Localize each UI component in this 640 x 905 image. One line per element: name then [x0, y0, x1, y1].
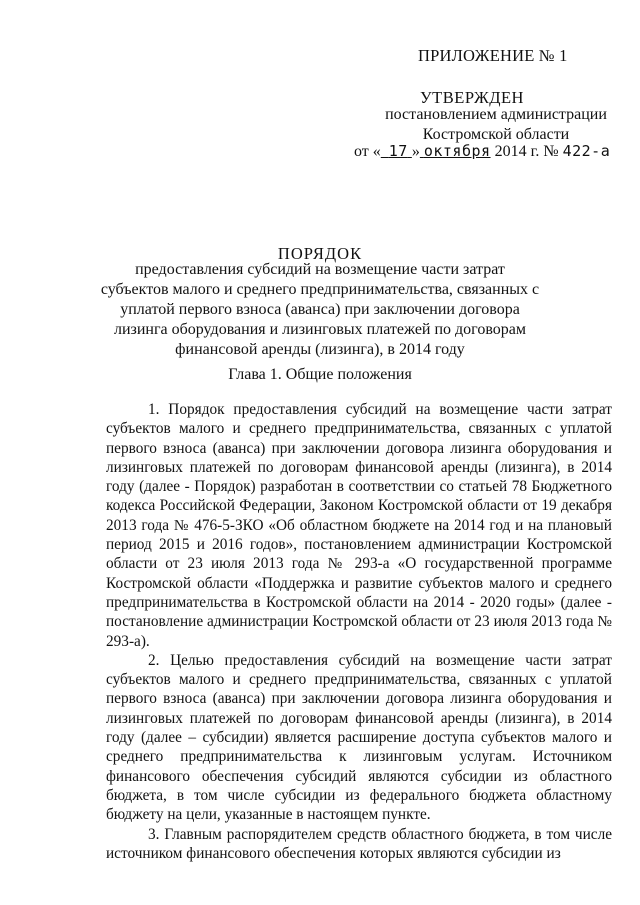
paragraph-2: 2. Целью предоставления субсидий на возмещение части затрат субъектов малого и среднего предпринимательства, связанных с уплатой первого взноса (аванса) при заключении договора лизинга оборудования и лизинговых платежей по договорам финансовой аренды (лизинга), в 2014 году (далее – субсидии) является расширение доступа субъектов малого и среднего предпринимательства к лизинговым услугам. Источником финансового обеспечения субсидий являются субсидии из областного бюджета, в том числе субсидии из федерального бюджета областному бюджету на цели, указанные в настоящем пункте. — [106, 651, 612, 824]
appendix-label: ПРИЛОЖЕНИЕ № 1 — [418, 46, 568, 65]
date-prefix: от « — [354, 143, 381, 160]
chapter-heading: Глава 1. Общие положения — [228, 366, 412, 383]
date-year: 2014 г. № — [494, 143, 559, 160]
date-mid: » — [411, 143, 420, 160]
date-day-underline — [381, 143, 412, 160]
date-day: 17 — [388, 142, 408, 160]
document-subtitle: предоставления субсидий на возмещение части затрат субъектов малого и среднего предпринимательства, связанных с уплатой первого взноса (аванса) при заключении договора лизинга оборудования и лизинговых платежей по договорам финансовой аренды (лизинга), в 2014 году — [100, 261, 540, 358]
approved-heading: УТВЕРЖДЕН — [420, 88, 524, 107]
approval-authority-line-2: Костромской области — [422, 126, 570, 143]
approval-authority-line-1: постановлением администрации — [385, 106, 607, 123]
approval-authority — [356, 105, 636, 145]
date-month: октября — [423, 142, 491, 160]
date-number: 422-а — [562, 142, 611, 160]
document-title: ПОРЯДОК — [277, 244, 363, 263]
approval-date-line — [354, 142, 610, 161]
paragraph-3: 3. Главным распорядителем средств областного бюджета, в том числе источником финансового обеспечения которых являются субсидии из — [106, 825, 612, 862]
paragraph-1: 1. Порядок предоставления субсидий на возмещение части затрат субъектов малого и среднего предпринимательства, связанных с уплатой первого взноса (аванса) при заключении договора лизинга оборудования и лизинговых платежей по договорам финансовой аренды (лизинга), в 2014 году (далее - Порядок) разработан в соответствии со статьей 78 Бюджетного кодекса Российской Федерации, Законом Костромской области от 19 декабря 2013 года № 476-5-ЗКО «Об областном бюджете на 2014 год и на плановый период 2015 и 2016 годов», постановлением администрации Костромской области от 23 июля 2013 года № 293-а «О государственной программе Костромской области «Поддержка и развитие субъектов малого и среднего предпринимательства в Костромской области на 2014 - 2020 годы» (далее - постановление администрации Костромской области от 23 июля 2013 года № 293-а). — [106, 401, 612, 650]
date-month-underline — [420, 143, 491, 160]
document-body — [106, 400, 612, 863]
